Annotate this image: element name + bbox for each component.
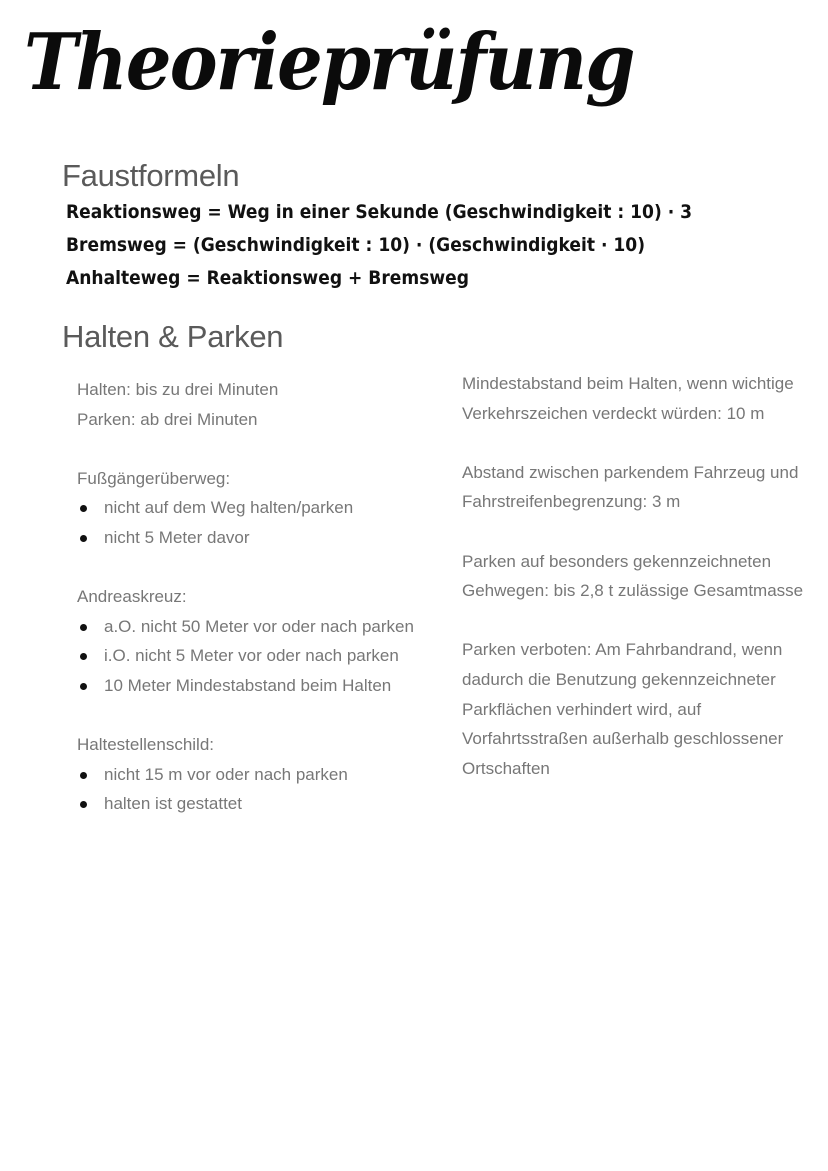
list-item: i.O. nicht 5 Meter vor oder nach parken: [77, 641, 437, 671]
left-column: [77, 375, 437, 819]
intro-line-parken: Parken: ab drei Minuten: [77, 409, 258, 429]
bullet-icon: [80, 683, 87, 690]
right-column: [462, 369, 804, 813]
formula-anhalteweg: Anhalteweg = Reaktionsweg + Bremsweg: [66, 267, 470, 289]
paragraph-abstand: Abstand zwischen parkendem Fahrzeug und Fahrstreifenbegrenzung: 3 m: [462, 462, 799, 512]
list-item: nicht 15 m vor oder nach parken: [77, 760, 437, 790]
bullet-icon: [80, 653, 87, 660]
list-item: 10 Meter Mindestabstand beim Halten: [77, 671, 437, 701]
page-title: Theorieprüfung: [24, 17, 634, 108]
group-label-haltestellenschild: Haltestellenschild:: [77, 735, 215, 755]
list-item: nicht auf dem Weg halten/parken: [77, 493, 437, 523]
formula-reaktionsweg: Reaktionsweg = Weg in einer Sekunde (Geschwindigkeit : 10) · 3: [66, 201, 693, 223]
list-item: nicht 5 Meter davor: [77, 523, 437, 553]
section-heading-faustformeln: Faustformeln: [62, 158, 240, 193]
formula-bremsweg: Bremsweg = (Geschwindigkeit : 10) · (Geschwindigkeit · 10): [66, 234, 646, 256]
bullet-icon: [80, 801, 87, 808]
bullet-list-andreaskreuz: [77, 612, 437, 701]
group-label-andreaskreuz: Andreaskreuz:: [77, 587, 187, 607]
intro-line-halten: Halten: bis zu drei Minuten: [77, 380, 279, 399]
bullet-icon: [80, 505, 87, 512]
bullet-list-haltestellenschild: [77, 760, 437, 819]
section-heading-halten-parken: Halten & Parken: [62, 319, 284, 354]
bullet-list-fussgaengerueberweg: [77, 493, 437, 552]
paragraph-mindestabstand: Mindestabstand beim Halten, wenn wichtige Verkehrszeichen verdeckt würden: 10 m: [462, 374, 794, 423]
list-item: halten ist gestattet: [77, 789, 437, 819]
bullet-icon: [80, 535, 87, 542]
bullet-icon: [80, 624, 87, 631]
bullet-icon: [80, 772, 87, 779]
group-label-fussgaengerueberweg: Fußgängerüberweg:: [77, 468, 231, 488]
paragraph-parken-verboten: Parken verboten: Am Fahrbandrand, wenn dadurch die Benutzung gekennzeichneter Parkflächen verhindert wird, auf Vorfahrtsstraßen außerhalb geschlossener Ortschaften: [462, 640, 784, 778]
paragraph-gehwege: Parken auf besonders gekennzeichneten Gehwegen: bis 2,8 t zulässige Gesamtmasse: [462, 551, 804, 601]
list-item: a.O. nicht 50 Meter vor oder nach parken: [77, 612, 437, 642]
